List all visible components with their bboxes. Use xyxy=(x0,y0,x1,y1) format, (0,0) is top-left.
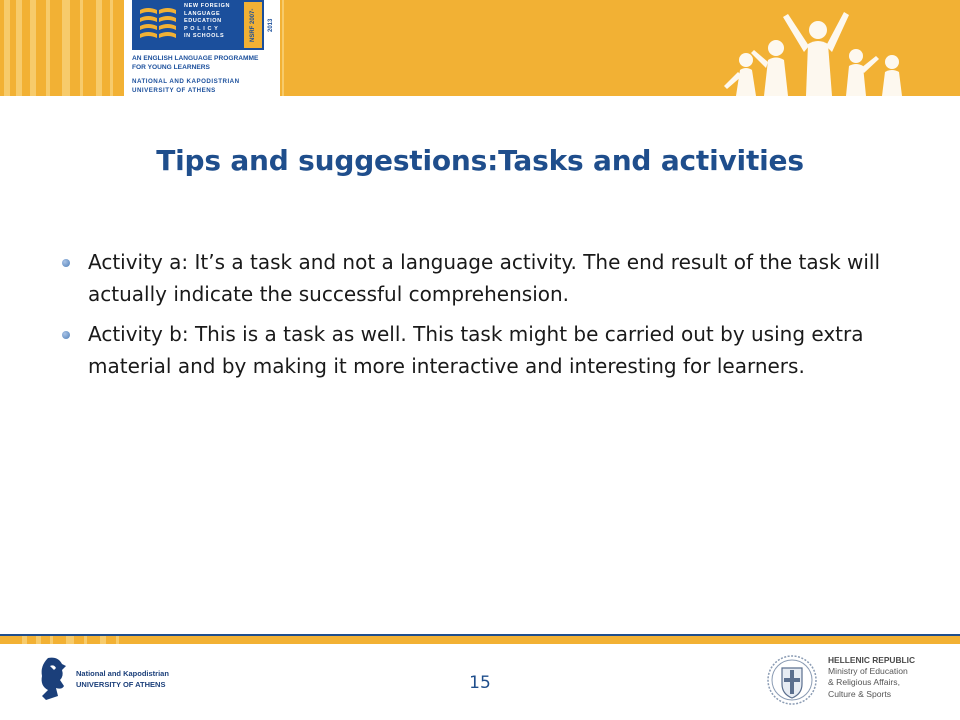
program-logo-badge xyxy=(132,0,274,50)
children-silhouettes-icon xyxy=(716,10,916,96)
nsrf-label: NSRF 2007-2013 xyxy=(244,2,262,48)
bullet-list xyxy=(60,246,920,390)
list-item xyxy=(60,318,920,382)
slide-header xyxy=(0,0,960,96)
bullet-text: Activity a: It’s a task and not a language activity. The end result of the task will actually indicate the successful comprehension. xyxy=(88,250,881,306)
program-logo-lines: NEW FOREIGN LANGUAGE EDUCATION P O L I C Y IN SCHOOLS xyxy=(184,3,231,39)
university-footer-logo xyxy=(38,654,218,704)
ministry-logo xyxy=(766,652,946,708)
page-number: 15 xyxy=(469,673,491,693)
list-item xyxy=(60,246,920,310)
footer-band xyxy=(0,636,960,644)
logo-university-caption: NATIONAL AND KAPODISTRIAN UNIVERSITY OF ATHENS xyxy=(132,78,240,94)
bullet-icon xyxy=(62,331,70,339)
bullet-icon xyxy=(62,259,70,267)
athena-head-icon xyxy=(38,656,70,702)
greek-emblem-icon xyxy=(766,654,818,706)
slide-title: Tips and suggestions:Tasks and activities xyxy=(156,144,804,177)
ministry-name: HELLENIC REPUBLIC Ministry of Education & Religious Affairs, Culture & Sports xyxy=(828,655,916,699)
program-logo xyxy=(124,0,280,96)
footer-university-name: National and Kapodistrian UNIVERSITY OF ATHENS xyxy=(76,669,169,689)
book-emblem-icon xyxy=(138,4,178,46)
programme-caption: AN ENGLISH LANGUAGE PROGRAMME FOR YOUNG LEARNERS xyxy=(132,55,259,71)
header-stripes xyxy=(0,0,120,96)
bullet-text: Activity b: This is a task as well. This task might be carried out by using extra material and by making it more interactive and interesting for learners. xyxy=(88,322,864,378)
